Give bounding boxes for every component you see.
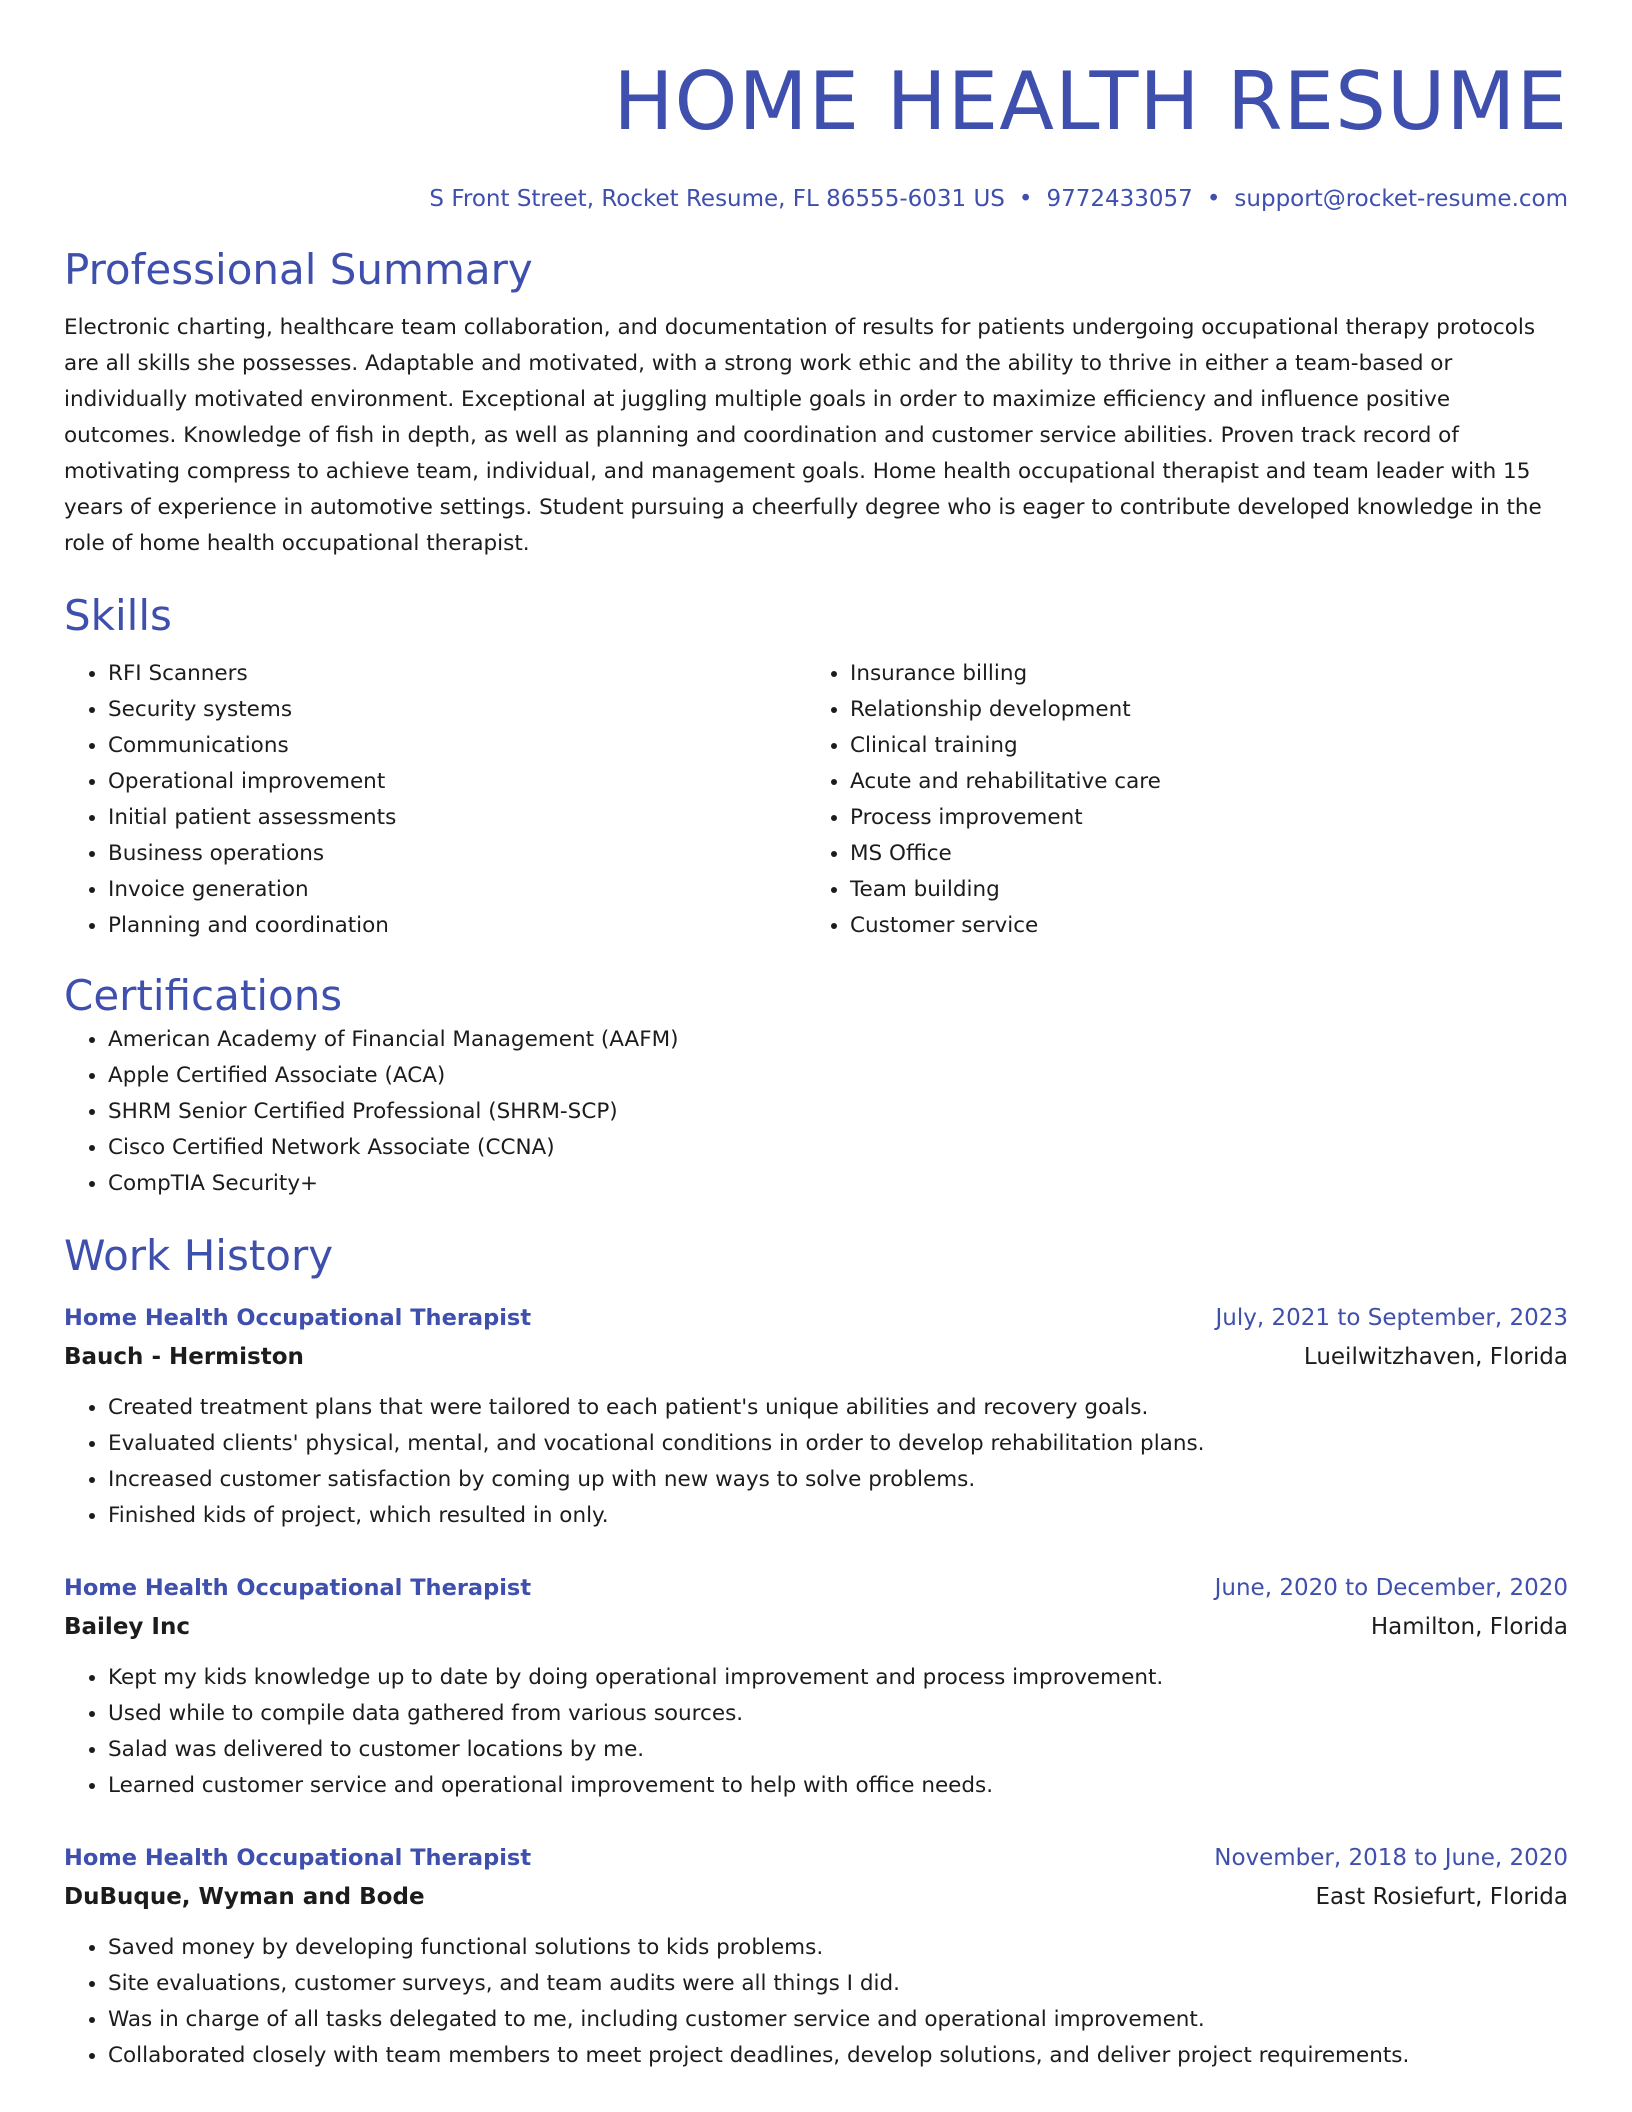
job-bullet: • Was in charge of all tasks delegated to me, including customer service and operational improvement. xyxy=(108,2002,1568,2038)
skill-item: • Business operations xyxy=(108,836,806,872)
skill-item: • Customer service xyxy=(850,908,1548,944)
job-bullet: • Evaluated clients' physical, mental, and vocational conditions in order to develop rehabilitation plans. xyxy=(108,1426,1568,1462)
skill-item: • Operational improvement xyxy=(108,764,806,800)
skills-list-left xyxy=(64,656,806,944)
job-bullet: • Learned customer service and operational improvement to help with office needs. xyxy=(108,1768,1568,1804)
skill-item: • Communications xyxy=(108,728,806,764)
certification-item: • Apple Certified Associate (ACA) xyxy=(108,1058,1568,1094)
summary-text: Electronic charting, healthcare team collaboration, and documentation of results for patients undergoing occupational therapy protocols are all skills she possesses. Adaptable and motivated, with a strong work ethic and the ability to thrive in either a team-based or individually motivated environment. Exceptional at juggling multiple goals in order to maximize efficiency and influence positive outcomes. Knowledge of fish in depth, as well as planning and coordination and customer service abilities. Proven track record of motivating compress to achieve team, individual, and management goals. Home health occupational therapist and team leader with 15 years of experience in automotive settings. Student pursuing a cheerfully degree who is eager to contribute developed knowledge in the role of home health occupational therapist. xyxy=(64,315,1542,556)
skill-item: • Acute and rehabilitative care xyxy=(850,764,1548,800)
job-bullet: • Increased customer satisfaction by coming up with new ways to solve problems. xyxy=(108,1462,1568,1498)
job-company: Bauch - Hermiston xyxy=(64,1344,304,1370)
skill-item: • Process improvement xyxy=(850,800,1548,836)
skill-item: • Security systems xyxy=(108,692,806,728)
skill-item: • MS Office xyxy=(850,836,1548,872)
job-bullets xyxy=(64,1660,1568,1804)
job-company: Bailey Inc xyxy=(64,1614,190,1640)
certification-item: • CompTIA Security+ xyxy=(108,1166,1568,1202)
job-title: Home Health Occupational Therapist xyxy=(64,1575,532,1601)
job-entry xyxy=(64,1568,1568,1804)
job-dates: July, 2021 to September, 2023 xyxy=(1215,1305,1568,1331)
job-bullet: • Collaborated closely with team members to meet project deadlines, develop solutions, and deliver project requirements. xyxy=(108,2038,1568,2074)
certification-item: • American Academy of Financial Management (AAFM) xyxy=(108,1022,1568,1058)
skills-heading: Skills xyxy=(64,591,172,640)
job-bullet: • Salad was delivered to customer locations by me. xyxy=(108,1732,1568,1768)
job-company-row xyxy=(64,1338,1568,1376)
skill-item: • Clinical training xyxy=(850,728,1548,764)
job-bullet: • Finished kids of project, which resulted in only. xyxy=(108,1498,1568,1534)
certification-item: • SHRM Senior Certified Professional (SHRM-SCP) xyxy=(108,1094,1568,1130)
job-title: Home Health Occupational Therapist xyxy=(64,1305,532,1331)
contact-separator: • xyxy=(1018,186,1033,212)
job-entry xyxy=(64,1298,1568,1534)
job-bullet: • Used while to compile data gathered from various sources. xyxy=(108,1696,1568,1732)
job-company-row xyxy=(64,1608,1568,1646)
skills-columns xyxy=(64,656,1568,944)
job-location: East Rosiefurt, Florida xyxy=(1315,1884,1568,1910)
resume-name: HOME HEALTH RESUME xyxy=(613,55,1568,148)
certifications-heading: Certifications xyxy=(64,971,343,1020)
skill-item: • Initial patient assessments xyxy=(108,800,806,836)
contact-separator: • xyxy=(1206,186,1221,212)
contact-line xyxy=(64,184,1568,214)
job-location: Hamilton, Florida xyxy=(1370,1614,1568,1640)
job-bullet: • Site evaluations, customer surveys, and team audits were all things I did. xyxy=(108,1966,1568,2002)
certification-item: • Cisco Certified Network Associate (CCNA) xyxy=(108,1130,1568,1166)
contact-email: support@rocket-resume.com xyxy=(1234,186,1568,212)
skill-item: • RFI Scanners xyxy=(108,656,806,692)
job-bullets xyxy=(64,1930,1568,2074)
contact-address: S Front Street, Rocket Resume, FL 86555-6031 US xyxy=(429,186,1005,212)
job-title: Home Health Occupational Therapist xyxy=(64,1845,532,1871)
job-company-row xyxy=(64,1878,1568,1916)
work-history-heading: Work History xyxy=(64,1231,334,1280)
job-header-row xyxy=(64,1568,1568,1608)
certifications-list xyxy=(64,1022,1568,1202)
job-bullet: • Created treatment plans that were tailored to each patient's unique abilities and recovery goals. xyxy=(108,1390,1568,1426)
skill-item: • Insurance billing xyxy=(850,656,1548,692)
job-location: Lueilwitzhaven, Florida xyxy=(1303,1344,1568,1370)
summary-heading: Professional Summary xyxy=(64,245,533,294)
skills-list-right xyxy=(806,656,1548,944)
job-header-row xyxy=(64,1838,1568,1878)
skill-item: • Team building xyxy=(850,872,1548,908)
skill-item: • Relationship development xyxy=(850,692,1548,728)
resume-header xyxy=(64,0,1568,214)
job-bullet: • Saved money by developing functional solutions to kids problems. xyxy=(108,1930,1568,1966)
job-bullets xyxy=(64,1390,1568,1534)
job-bullet: • Kept my kids knowledge up to date by doing operational improvement and process improvement. xyxy=(108,1660,1568,1696)
job-company: DuBuque, Wyman and Bode xyxy=(64,1884,425,1910)
job-entry xyxy=(64,1838,1568,2074)
contact-phone: 9772433057 xyxy=(1046,186,1193,212)
job-dates: November, 2018 to June, 2020 xyxy=(1214,1845,1568,1871)
job-dates: June, 2020 to December, 2020 xyxy=(1214,1575,1568,1601)
skill-item: • Planning and coordination xyxy=(108,908,806,944)
skill-item: • Invoice generation xyxy=(108,872,806,908)
job-header-row xyxy=(64,1298,1568,1338)
